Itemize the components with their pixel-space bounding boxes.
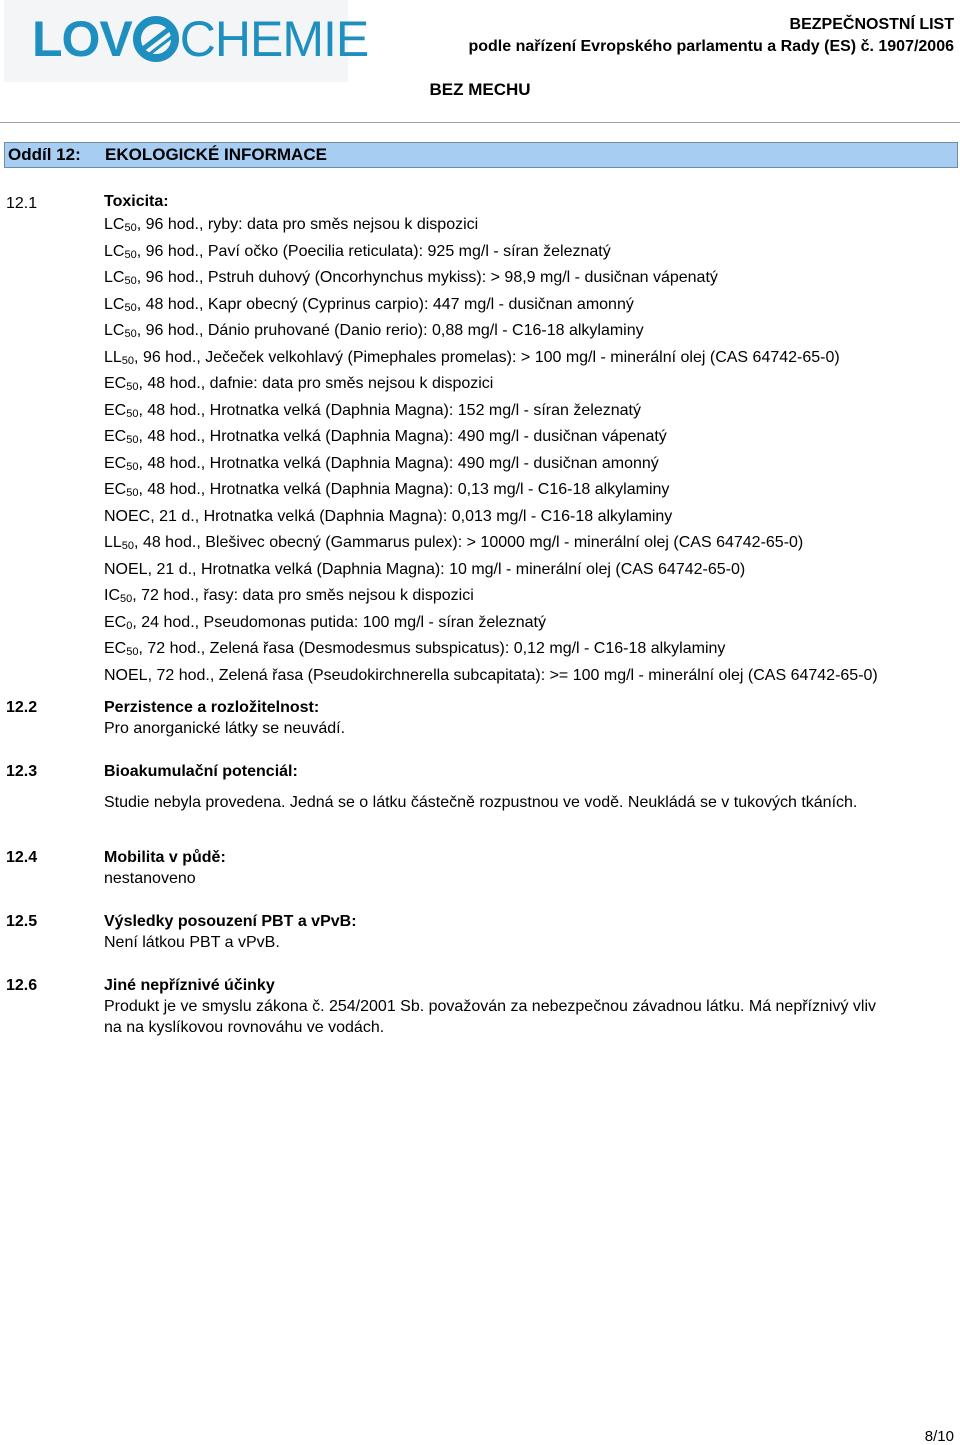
toxicity-metric: LC [104,295,125,313]
toxicity-detail: , 72 hod., řasy: data pro směs nejsou k dispozici [132,587,474,604]
toxicity-metric: LC [104,269,125,286]
logo-wordmark [32,8,368,70]
toxicity-detail: , 21 d., Hrotnatka velká (Daphnia Magna): 10 mg/l - minerální olej (CAS 64742-65-0) [147,560,746,578]
toxicity-detail: , 96 hod., Pstruh duhový (Oncorhynchus mykiss): > 98,9 mg/l - dusičnan vápenatý [136,269,718,286]
subsection-text-line-1: Produkt je ve smyslu zákona č. 254/2001 Sb. považován za nebezpečnou závadnou látku. Má nepříznivý vliv [104,998,877,1015]
document-title: BEZPEČNOSTNÍ LIST [789,16,954,33]
subsection-text: Pro anorganické látky se neuvádí. [104,720,346,737]
toxicity-metric: EC [104,613,127,631]
subsection-text: Není látkou PBT a vPvB. [104,934,280,951]
toxicity-detail: , 48 hod., Hrotnatka velká (Daphnia Magna): 152 mg/l - síran železnatý [138,401,641,419]
toxicity-metric-subscript: 50 [120,593,133,605]
toxicity-detail: , 96 hod., Paví očko (Poecilia reticulata): 925 mg/l - síran železnatý [136,242,611,260]
toxicity-metric: LL [104,534,122,551]
toxicity-metric-subscript: 50 [126,487,139,499]
toxicity-row [104,398,960,425]
toxicity-metric: EC [104,375,127,392]
document-header-right [468,14,954,58]
toxicity-row [104,318,960,345]
toxicity-metric: NOEL [104,560,148,578]
product-name: BEZ MECHU [429,80,531,99]
toxicity-metric-subscript: 50 [124,222,137,234]
toxicity-row [104,583,960,610]
toxicity-metric-subscript: 50 [126,407,139,420]
toxicity-row [104,371,960,398]
subsection-text: nestanoveno [104,870,196,887]
toxicity-metric: LC [104,242,125,260]
section-number: Oddíl 12: [8,145,81,164]
toxicity-detail: , 96 hod., Dánio pruhované (Danio rerio): 0,88 mg/l - C16-18 alkylaminy [136,322,644,339]
toxicity-detail: , 96 hod., ryby: data pro směs nejsou k dispozici [136,216,479,233]
subsection-heading: Bioakumulační potenciál: [104,763,298,780]
toxicity-metric-subscript: 50 [124,301,137,314]
section-header-bar [4,142,958,168]
toxicity-metric-subscript: 50 [124,328,137,340]
toxicity-detail: , 72 hod., Zelená řasa (Desmodesmus subspicatus): 0,12 mg/l - C16-18 alkylaminy [138,640,726,657]
toxicity-detail: , 48 hod., Blešivec obecný (Gammarus pulex): > 10000 mg/l - minerální olej (CAS 64742-65-0) [134,534,804,551]
subsection-number: 12.6 [6,977,38,994]
toxicity-detail: , 48 hod., Kapr obecný (Cyprinus carpio): 447 mg/l - dusičnan amonný [136,295,634,313]
toxicity-metric: EC [104,640,127,657]
section-title: EKOLOGICKÉ INFORMACE [105,145,327,164]
toxicity-detail: , 48 hod., Hrotnatka velká (Daphnia Magna): 0,13 mg/l - C16-18 alkylaminy [138,481,670,498]
toxicity-content [104,191,960,689]
subsection-heading: Výsledky posouzení PBT a vPvB: [104,913,357,930]
toxicity-row [104,345,960,372]
subsection-number: 12.2 [6,699,38,716]
toxicity-row [104,451,960,478]
toxicity-metric: IC [104,587,120,604]
toxicity-metric-subscript: 50 [124,248,137,261]
toxicity-metric: NOEL [104,666,148,684]
toxicity-row [104,504,960,531]
toxicity-detail: , 24 hod., Pseudomonas putida: 100 mg/l - síran železnatý [132,613,546,631]
toxicity-metric-subscript: 50 [126,646,139,658]
company-logo [4,0,369,82]
subsection-text-line-2: na na kyslíkovou rovnováhu ve vodách. [104,1019,385,1036]
toxicity-row [104,610,960,637]
toxicity-row [104,477,960,504]
toxicity-detail: , 21 d., Hrotnatka velká (Daphnia Magna): 0,013 mg/l - C16-18 alkylaminy [150,507,673,525]
subsection-heading: Mobilita v půdě: [104,849,226,866]
toxicity-metric-subscript: 0 [126,619,133,632]
toxicity-detail: , 48 hod., Hrotnatka velká (Daphnia Magna): 490 mg/l - dusičnan vápenatý [138,428,667,445]
toxicity-row [104,212,960,239]
toxicity-detail: , 48 hod., dafnie: data pro směs nejsou k dispozici [138,375,494,392]
logo-circle-mark [133,16,179,62]
header-divider [0,122,960,123]
toxicity-row [104,557,960,584]
toxicity-row [104,636,960,663]
toxicity-metric: EC [104,401,127,419]
toxicity-metric: LC [104,322,125,339]
toxicity-metric: LL [104,348,122,366]
toxicity-metric-subscript: 50 [126,381,139,393]
toxicity-metric: EC [104,428,127,445]
toxicity-metric-subscript: 50 [126,434,139,446]
toxicity-row [104,530,960,557]
toxicity-row [104,424,960,451]
toxicity-metric: NOEC [104,507,151,525]
subsection-number: 12.5 [6,913,38,930]
subsection-heading: Toxicita: [104,193,169,210]
toxicity-row [104,239,960,266]
toxicity-metric: EC [104,454,127,472]
subsection-text: Studie nebyla provedena. Jedná se o látku částečně rozpustnou ve vodě. Neukládá se v tukových tkáních. [104,794,858,811]
toxicity-metric: LC [104,216,125,233]
toxicity-detail: , 72 hod., Zelená řasa (Pseudokirchnerella subcapitata): >= 100 mg/l - minerální olej (CAS 64742-65-0) [147,666,878,684]
toxicity-row [104,292,960,319]
toxicity-row [104,265,960,292]
subsection-number: 12.4 [6,849,38,866]
toxicity-metric: EC [104,481,127,498]
toxicity-detail: , 96 hod., Ječeček velkohlavý (Pimephales promelas): > 100 mg/l - minerální olej (CAS 64742-65-0) [134,348,840,366]
toxicity-metric-subscript: 50 [124,275,137,287]
logo-text-part1: LOV [32,11,132,67]
subsection-heading: Perzistence a rozložitelnost: [104,699,320,716]
toxicity-list [104,212,960,689]
regulation-reference: podle nařízení Evropského parlamentu a Rady (ES) č. 1907/2006 [468,38,954,55]
toxicity-row [104,663,960,690]
page-number: 8/10 [924,1428,954,1445]
toxicity-detail: , 48 hod., Hrotnatka velká (Daphnia Magna): 490 mg/l - dusičnan amonný [138,454,659,472]
subsection-number: 12.1 [6,195,38,212]
toxicity-metric-subscript: 50 [121,540,135,552]
subsection-heading: Jiné nepříznivé účinky [104,977,275,994]
subsection-number: 12.3 [6,763,38,780]
logo-text-part2: CHEMIE [179,11,369,67]
toxicity-metric-subscript: 50 [126,460,139,473]
toxicity-metric-subscript: 50 [121,354,135,367]
